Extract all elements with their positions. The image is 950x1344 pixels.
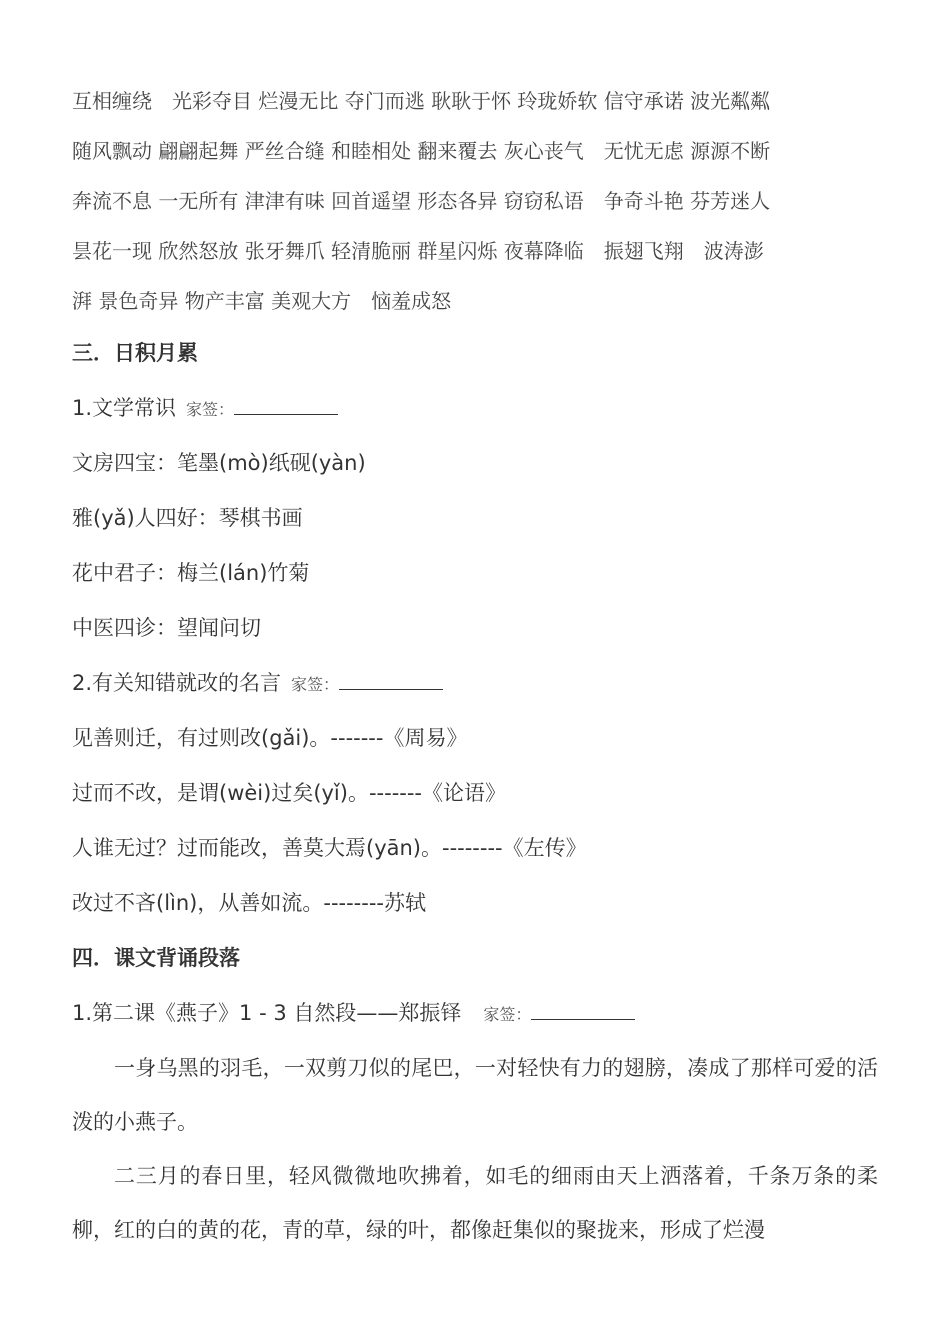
quote-line: 过而不改，是谓(wèi)过矣(yǐ)。-------《论语》 xyxy=(72,781,507,805)
idiom-line: 随风飘动 翩翩起舞 严丝合缝 和睦相处 翻来覆去 灰心丧气 无忧无虑 源源不断 xyxy=(72,139,771,163)
signature-blank[interactable] xyxy=(531,1001,635,1020)
parent-sign-label: 家签： xyxy=(483,1005,532,1024)
idiom-line: 昙花一现 欣然怒放 张牙舞爪 轻清脆丽 群星闪烁 夜幕降临 振翅飞翔 波涛澎 xyxy=(72,239,764,263)
parent-sign-label: 家签： xyxy=(291,675,340,694)
fact-line: 雅(yǎ)人四好：琴棋书画 xyxy=(72,506,303,530)
parent-sign-label: 家签： xyxy=(186,400,235,419)
quote-line: 改过不吝(lìn)，从善如流。--------苏轼 xyxy=(72,891,426,915)
section-4-heading: 四．课文背诵段落 xyxy=(72,946,240,970)
signature-blank[interactable] xyxy=(339,671,443,690)
section-4-item-1 xyxy=(72,986,878,1041)
idiom-line: 湃 景色奇异 物产丰富 美观大方 恼羞成怒 xyxy=(72,289,452,313)
idiom-list xyxy=(72,76,878,326)
section-3-item-2 xyxy=(72,656,878,711)
fact-line: 花中君子：梅兰(lán)竹菊 xyxy=(72,561,310,585)
idiom-line: 互相缠绕 光彩夺目 烂漫无比 夺门而逃 耿耿于怀 玲珑娇软 信守承诺 波光粼粼 xyxy=(72,89,771,113)
document-page xyxy=(72,76,878,1257)
recitation-paragraph: 二三月的春日里，轻风微微地吹拂着，如毛的细雨由天上洒落着，千条万条的柔柳，红的白的黄的花，青的草，绿的叶，都像赶集似的聚拢来，形成了烂漫 xyxy=(72,1164,878,1242)
quote-line: 见善则迁，有过则改(gǎi)。-------《周易》 xyxy=(72,726,468,750)
item-title: 2.有关知错就改的名言 xyxy=(72,671,282,695)
section-3-heading: 三．日积月累 xyxy=(72,341,198,365)
item-title: 1.第二课《燕子》1 - 3 自然段——郑振铎 xyxy=(72,1001,462,1025)
fact-line: 文房四宝：笔墨(mò)纸砚(yàn) xyxy=(72,451,366,475)
quote-line: 人谁无过？过而能改，善莫大焉(yān)。--------《左传》 xyxy=(72,836,587,860)
fact-line: 中医四诊：望闻问切 xyxy=(72,616,261,640)
signature-blank[interactable] xyxy=(234,396,338,415)
recitation-paragraph: 一身乌黑的羽毛，一双剪刀似的尾巴，一对轻快有力的翅膀，凑成了那样可爱的活泼的小燕子。 xyxy=(72,1056,878,1134)
section-3-item-1 xyxy=(72,381,878,436)
idiom-line: 奔流不息 一无所有 津津有味 回首遥望 形态各异 窃窃私语 争奇斗艳 芬芳迷人 xyxy=(72,189,771,213)
item-title: 1.文学常识 xyxy=(72,396,177,420)
